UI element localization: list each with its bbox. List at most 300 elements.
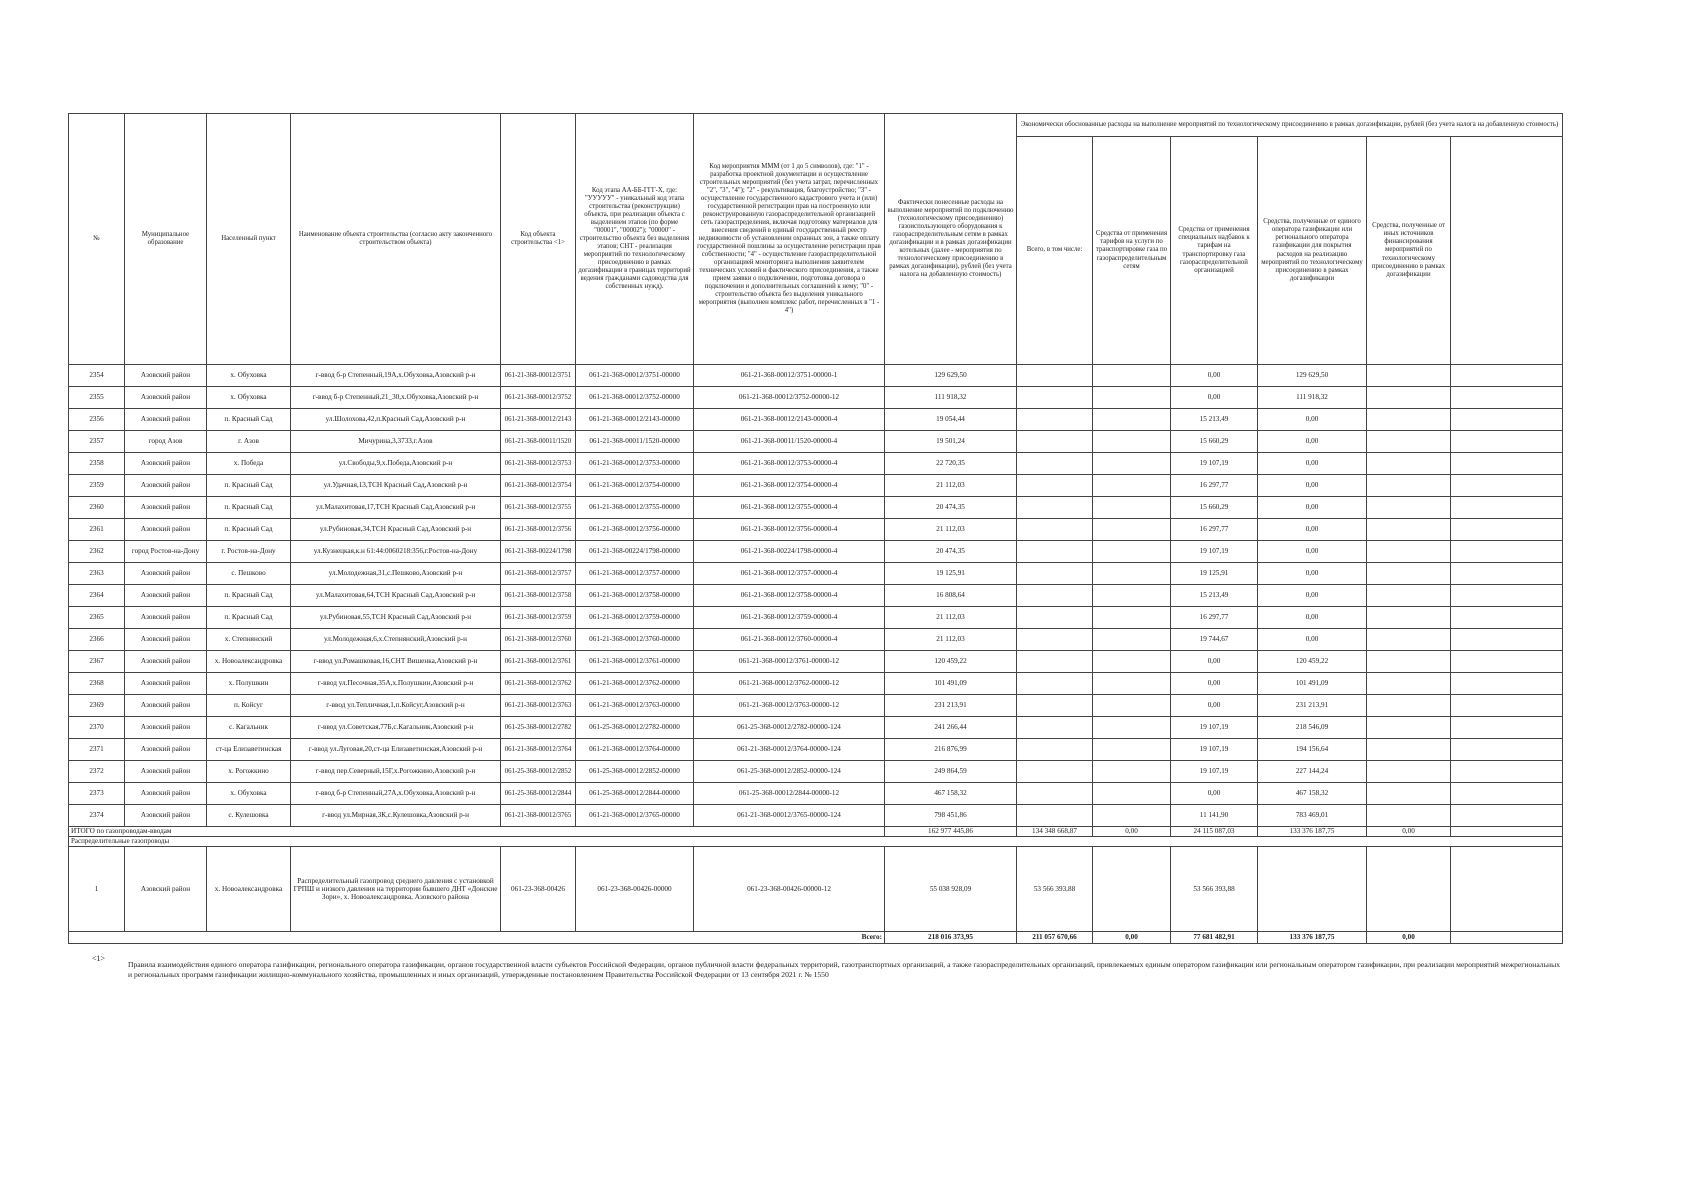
row-tariff [1093, 453, 1171, 475]
row-object-code: 061-21-368-00011/1520 [501, 431, 576, 453]
row-actual: 22 720,35 [885, 453, 1017, 475]
row-actual: 16 808,64 [885, 585, 1017, 607]
row-actual: 129 629,50 [885, 365, 1017, 387]
row-other [1367, 475, 1451, 497]
row-num: 2357 [69, 431, 125, 453]
row-other [1367, 651, 1451, 673]
row-object-name: г-ввод ул.Советская,77Б,с.Кагальник,Азовский р-н [291, 717, 501, 739]
row-object-name: ул.Малахитовая,64,ТСН Красный Сад,Азовский р-н [291, 585, 501, 607]
row-stage-code: 061-21-368-00012/3756-00000 [576, 519, 694, 541]
col-object-name-header: Наименование объекта строительства (согласно акту законченного строительством объекта) [291, 114, 501, 365]
row-markup: 0,00 [1171, 387, 1258, 409]
row-actual: 21 112,03 [885, 475, 1017, 497]
row-other [1367, 805, 1451, 827]
table-row [69, 739, 1563, 761]
row-settlement: п. Красный Сад [207, 497, 291, 519]
row-stage-code: 061-21-368-00012/3753-00000 [576, 453, 694, 475]
table-row [69, 629, 1563, 651]
row-actual: 231 213,91 [885, 695, 1017, 717]
grand-total-markup: 77 681 482,91 [1171, 932, 1258, 944]
row-tariff [1093, 563, 1171, 585]
row-object-code: 061-21-368-00012/3751 [501, 365, 576, 387]
total-inputs-other: 0,00 [1367, 827, 1451, 837]
row-total [1017, 783, 1093, 805]
row-total [1017, 607, 1093, 629]
col-event-code-header: Код мероприятия МММ (от 1 до 5 символов), где: "1" - разработка проектной документации и осуществление строительных мероприятий (без учета затрат, перечисленных "2", "3", "4"); "2" - рекультивация, благоустройство; "3" - осуществление государственного кадастрового учета и (или) государственной регистрации прав на построенную или реконструированную газораспределительной организацией сеть газораспределения, включая подготовку материалов для внесения сведений в единый государственный реестр недвижимости об установлении охранных зон, а также оплату государственной пошлины за осуществление регистрации прав собственности; "4" - осуществление газораспределительной организацией мониторинга выполнения заявителем технических условий и фактического присоединения, а также прием заявки о подключении, подготовка договора о подключении и дополнительных соглашений к нему; "0" - строительство объекта без выделения уникального мероприятия (выполнен комплекс работ, перечисленных в "1 - 4") [694, 114, 885, 365]
total-inputs-actual: 162 977 445,86 [885, 827, 1017, 837]
row-settlement: х. Полушкин [207, 673, 291, 695]
row-municipality: Азовский район [125, 387, 207, 409]
row-total [1017, 519, 1093, 541]
row-municipality: Азовский район [125, 695, 207, 717]
row-total [1017, 673, 1093, 695]
row-settlement: с. Пешково [207, 563, 291, 585]
row-markup: 15 660,29 [1171, 497, 1258, 519]
row-object-code: 061-21-368-00012/3764 [501, 739, 576, 761]
row-markup: 16 297,77 [1171, 607, 1258, 629]
footnote-text: Правила взаимодействия единого оператора газификации, регионального оператора газификации, органов государственной власти субъектов Российской Федерации, органов публичной власти федеральных территорий, газотранспортных организаций, а также газораспределительных организаций, привлекаемых единым оператором газификации или региональным оператором газификации, при реализации мероприятий межрегиональных и региональных программ газификации жилищно-коммунального хозяйства, промышленных и иных организаций, утвержденные постановлением Правительства Российской Федерации от 13 сентября 2021 г. № 1550 [128, 960, 1560, 979]
row-num: 2361 [69, 519, 125, 541]
row-markup: 0,00 [1171, 365, 1258, 387]
total-inputs-tariff: 0,00 [1093, 827, 1171, 837]
row-stage-code: 061-21-368-00012/2143-00000 [576, 409, 694, 431]
row-other [1367, 431, 1451, 453]
table-row [69, 519, 1563, 541]
distribution-num: 1 [69, 847, 125, 932]
table-row [69, 431, 1563, 453]
row-event-code: 061-25-368-00012/2844-00000-12 [694, 783, 885, 805]
row-markup: 19 744,67 [1171, 629, 1258, 651]
row-municipality: Азовский район [125, 805, 207, 827]
row-object-name: ул.Рубиновая,34,ТСН Красный Сад,Азовский р-н [291, 519, 501, 541]
table-row [69, 387, 1563, 409]
row-other [1367, 783, 1451, 805]
row-actual: 20 474,35 [885, 497, 1017, 519]
row-tariff [1093, 519, 1171, 541]
distribution-settlement: х. Новоалександровка [207, 847, 291, 932]
distribution-stage-code: 061-23-368-00426-00000 [576, 847, 694, 932]
row-settlement: с. Кагальник [207, 717, 291, 739]
row-operator: 0,00 [1258, 475, 1367, 497]
row-event-code: 061-21-368-00012/3756-00000-4 [694, 519, 885, 541]
row-total [1017, 695, 1093, 717]
row-object-code: 061-21-368-00012/3752 [501, 387, 576, 409]
row-total [1017, 651, 1093, 673]
row-object-name: ул.Удачная,13,ТСН Красный Сад,Азовский р-н [291, 475, 501, 497]
row-operator: 0,00 [1258, 629, 1367, 651]
econ-costs-group-header: Экономически обоснованные расходы на выполнение мероприятий по технологическому присоединению в рамках догазификации, рублей (без учета налога на добавленную стоимость) [1017, 114, 1563, 137]
distribution-event-code: 061-23-368-00426-00000-12 [694, 847, 885, 932]
row-settlement: п. Красный Сад [207, 475, 291, 497]
table-row [69, 695, 1563, 717]
row-municipality: Азовский район [125, 739, 207, 761]
row-other [1367, 563, 1451, 585]
row-other [1367, 409, 1451, 431]
row-object-name: ул.Малахитовая,17,ТСН Красный Сад,Азовский р-н [291, 497, 501, 519]
row-municipality: Азовский район [125, 607, 207, 629]
table-row [69, 585, 1563, 607]
row-municipality: Азовский район [125, 717, 207, 739]
footnote-mark: <1> [92, 954, 106, 963]
row-object-name: г-ввод б-р Степенный,19А,х.Обуховка,Азовский р-н [291, 365, 501, 387]
row-total [1017, 453, 1093, 475]
row-num: 2374 [69, 805, 125, 827]
row-markup: 15 660,29 [1171, 431, 1258, 453]
row-total [1017, 431, 1093, 453]
row-other [1367, 453, 1451, 475]
row-object-name: г-ввод б-р Степенный,27А,х.Обуховка,Азовский р-н [291, 783, 501, 805]
row-other [1367, 717, 1451, 739]
row-actual: 19 125,91 [885, 563, 1017, 585]
table-row [69, 673, 1563, 695]
row-settlement: п. Красный Сад [207, 409, 291, 431]
row-municipality: город Ростов-на-Дону [125, 541, 207, 563]
row-total [1017, 387, 1093, 409]
row-tariff [1093, 607, 1171, 629]
row-operator: 120 459,22 [1258, 651, 1367, 673]
row-settlement: п. Койсуг [207, 695, 291, 717]
row-actual: 111 918,32 [885, 387, 1017, 409]
row-other [1367, 585, 1451, 607]
row-object-name: ул.Рубиновая,55,ТСН Красный Сад,Азовский р-н [291, 607, 501, 629]
row-stage-code: 061-21-368-00012/3763-00000 [576, 695, 694, 717]
row-object-code: 061-21-368-00012/3760 [501, 629, 576, 651]
row-other [1367, 761, 1451, 783]
grand-total-row [69, 932, 1563, 944]
row-municipality: Азовский район [125, 409, 207, 431]
row-total [1017, 585, 1093, 607]
table-row [69, 453, 1563, 475]
row-stage-code: 061-21-368-00012/3765-00000 [576, 805, 694, 827]
total-inputs-label: ИТОГО по газопроводам-вводам [69, 827, 885, 837]
row-event-code: 061-21-368-00012/3762-00000-12 [694, 673, 885, 695]
row-operator: 0,00 [1258, 563, 1367, 585]
row-event-code: 061-21-368-00012/3755-00000-4 [694, 497, 885, 519]
row-actual: 21 112,03 [885, 607, 1017, 629]
row-markup: 15 213,49 [1171, 585, 1258, 607]
row-num: 2354 [69, 365, 125, 387]
row-tariff [1093, 783, 1171, 805]
distribution-operator [1258, 847, 1367, 932]
col-object-code-header: Код объекта строительства <1> [501, 114, 576, 365]
row-settlement: х. Степнянский [207, 629, 291, 651]
row-settlement: г. Азов [207, 431, 291, 453]
row-event-code: 061-21-368-00012/3753-00000-4 [694, 453, 885, 475]
distribution-actual: 55 038 928,09 [885, 847, 1017, 932]
distribution-object-code: 061-23-368-00426 [501, 847, 576, 932]
row-tariff [1093, 409, 1171, 431]
row-markup: 0,00 [1171, 695, 1258, 717]
row-municipality: Азовский район [125, 651, 207, 673]
row-markup: 0,00 [1171, 673, 1258, 695]
row-operator: 218 546,09 [1258, 717, 1367, 739]
row-event-code: 061-21-368-00012/3761-00000-12 [694, 651, 885, 673]
row-stage-code: 061-21-368-00012/3764-00000 [576, 739, 694, 761]
row-municipality: город Азов [125, 431, 207, 453]
row-operator: 0,00 [1258, 409, 1367, 431]
table-row [69, 607, 1563, 629]
col-actual-costs-header: Фактически понесенные расходы на выполнение мероприятий по подключению (технологическому присоединению) газоиспользующего оборудования к газораспределительным сетям в рамках догазификации и в рамках догазификации котельных (далее - мероприятия по технологическому присоединению в рамках догазификации), рублей (без учета налога на добавленную стоимость) [885, 114, 1017, 365]
row-settlement: х. Обуховка [207, 783, 291, 805]
row-operator: 0,00 [1258, 607, 1367, 629]
row-actual: 216 876,99 [885, 739, 1017, 761]
row-other [1367, 607, 1451, 629]
row-tariff [1093, 387, 1171, 409]
distribution-other [1367, 847, 1451, 932]
row-settlement: с. Кулешовка [207, 805, 291, 827]
row-tariff [1093, 717, 1171, 739]
row-actual: 21 112,03 [885, 629, 1017, 651]
row-operator: 227 144,24 [1258, 761, 1367, 783]
table-header [69, 114, 1563, 365]
row-municipality: Азовский район [125, 783, 207, 805]
row-object-code: 061-21-368-00012/3757 [501, 563, 576, 585]
row-municipality: Азовский район [125, 673, 207, 695]
row-num: 2362 [69, 541, 125, 563]
row-settlement: п. Красный Сад [207, 607, 291, 629]
row-total [1017, 409, 1093, 431]
row-stage-code: 061-21-368-00012/3758-00000 [576, 585, 694, 607]
row-object-code: 061-21-368-00012/3756 [501, 519, 576, 541]
row-tariff [1093, 805, 1171, 827]
row-tariff [1093, 475, 1171, 497]
row-municipality: Азовский район [125, 497, 207, 519]
row-markup: 19 107,19 [1171, 739, 1258, 761]
row-event-code: 061-21-368-00012/3763-00000-12 [694, 695, 885, 717]
row-object-name: Мичурина,3,3733,г.Азов [291, 431, 501, 453]
row-num: 2358 [69, 453, 125, 475]
row-actual: 21 112,03 [885, 519, 1017, 541]
distribution-municipality: Азовский район [125, 847, 207, 932]
row-tariff [1093, 651, 1171, 673]
table-row [69, 497, 1563, 519]
row-object-code: 061-21-368-00012/3761 [501, 651, 576, 673]
table-row [69, 651, 1563, 673]
row-municipality: Азовский район [125, 761, 207, 783]
row-operator: 783 469,01 [1258, 805, 1367, 827]
row-operator: 467 158,32 [1258, 783, 1367, 805]
row-actual: 19 054,44 [885, 409, 1017, 431]
grand-total-operator: 133 376 187,75 [1258, 932, 1367, 944]
row-actual: 120 459,22 [885, 651, 1017, 673]
row-num: 2368 [69, 673, 125, 695]
row-object-name: г-ввод пер.Северный,15Г,х.Рогожкино,Азовский р-н [291, 761, 501, 783]
row-actual: 101 491,09 [885, 673, 1017, 695]
row-total [1017, 563, 1093, 585]
row-markup: 19 107,19 [1171, 541, 1258, 563]
grand-total-label: Всего: [69, 932, 885, 944]
total-inputs-total: 134 348 668,87 [1017, 827, 1093, 837]
col-settlement-header: Населенный пункт [207, 114, 291, 365]
distribution-row [69, 847, 1563, 932]
row-num: 2371 [69, 739, 125, 761]
row-total [1017, 497, 1093, 519]
table-row [69, 409, 1563, 431]
distribution-total: 53 566 393,88 [1017, 847, 1093, 932]
row-object-code: 061-25-368-00012/2844 [501, 783, 576, 805]
row-stage-code: 061-21-368-00012/3751-00000 [576, 365, 694, 387]
row-actual: 20 474,35 [885, 541, 1017, 563]
row-object-name: ул.Шолохова,42,п.Красный Сад,Азовский р-н [291, 409, 501, 431]
row-settlement: п. Красный Сад [207, 519, 291, 541]
row-municipality: Азовский район [125, 365, 207, 387]
row-other [1367, 365, 1451, 387]
row-object-code: 061-21-368-00012/3763 [501, 695, 576, 717]
row-tariff [1093, 365, 1171, 387]
row-tariff [1093, 629, 1171, 651]
col-municipality-header: Муниципальное образование [125, 114, 207, 365]
grand-total-total: 211 057 670,66 [1017, 932, 1093, 944]
row-markup: 11 141,90 [1171, 805, 1258, 827]
row-tariff [1093, 585, 1171, 607]
row-num: 2372 [69, 761, 125, 783]
row-settlement: х. Победа [207, 453, 291, 475]
grand-total-other: 0,00 [1367, 932, 1451, 944]
row-operator: 129 629,50 [1258, 365, 1367, 387]
row-settlement: х. Новоалександровка [207, 651, 291, 673]
row-actual: 467 158,32 [885, 783, 1017, 805]
row-total [1017, 805, 1093, 827]
row-stage-code: 061-21-368-00012/3757-00000 [576, 563, 694, 585]
row-stage-code: 061-25-368-00012/2852-00000 [576, 761, 694, 783]
row-actual: 798 451,86 [885, 805, 1017, 827]
row-object-name: г-ввод б-р Степенный,21_30,х.Обуховка,Азовский р-н [291, 387, 501, 409]
row-object-name: ул.Кузнецкая,к.н 61:44:0060218:356,г.Ростов-на-Дону [291, 541, 501, 563]
row-settlement: ст-ца Елизаветинская [207, 739, 291, 761]
row-other [1367, 541, 1451, 563]
row-stage-code: 061-21-368-00012/3761-00000 [576, 651, 694, 673]
col-num-header: № [69, 114, 125, 365]
row-markup: 15 213,49 [1171, 409, 1258, 431]
row-total [1017, 761, 1093, 783]
row-operator: 111 918,32 [1258, 387, 1367, 409]
row-num: 2355 [69, 387, 125, 409]
row-markup: 19 107,19 [1171, 453, 1258, 475]
row-markup: 0,00 [1171, 783, 1258, 805]
row-num: 2364 [69, 585, 125, 607]
row-num: 2356 [69, 409, 125, 431]
row-event-code: 061-21-368-00012/3751-00000-1 [694, 365, 885, 387]
row-markup: 16 297,77 [1171, 475, 1258, 497]
row-other [1367, 629, 1451, 651]
row-markup: 19 107,19 [1171, 761, 1258, 783]
row-tariff [1093, 761, 1171, 783]
row-stage-code: 061-21-368-00011/1520-00000 [576, 431, 694, 453]
row-num: 2366 [69, 629, 125, 651]
table-body [69, 365, 1563, 827]
row-num: 2367 [69, 651, 125, 673]
row-event-code: 061-21-368-00224/1798-00000-4 [694, 541, 885, 563]
total-inputs-markup: 24 115 087,03 [1171, 827, 1258, 837]
row-other [1367, 673, 1451, 695]
row-markup: 0,00 [1171, 651, 1258, 673]
row-object-name: г-ввод ул.Мирная,3К,с.Кулешовка,Азовский р-н [291, 805, 501, 827]
row-event-code: 061-25-368-00012/2852-00000-124 [694, 761, 885, 783]
row-total [1017, 629, 1093, 651]
row-markup: 16 297,77 [1171, 519, 1258, 541]
col-tariff-header: Средства от применения тарифов на услуги по транспортировке газа по газораспределительным сетям [1093, 137, 1171, 365]
row-operator: 101 491,09 [1258, 673, 1367, 695]
row-event-code: 061-21-368-00012/3752-00000-12 [694, 387, 885, 409]
row-event-code: 061-21-368-00012/3765-00000-124 [694, 805, 885, 827]
row-object-code: 061-21-368-00012/3753 [501, 453, 576, 475]
col-operator-header: Средства, полученные от единого оператора газификации или регионального оператора газификации для покрытия расходов на реализацию мероприятий по технологическому присоединению в рамках догазификации [1258, 137, 1367, 365]
distribution-section-row [69, 837, 1563, 847]
row-object-code: 061-21-368-00224/1798 [501, 541, 576, 563]
row-municipality: Азовский район [125, 629, 207, 651]
row-operator: 0,00 [1258, 541, 1367, 563]
row-stage-code: 061-21-368-00012/3760-00000 [576, 629, 694, 651]
row-object-name: ул.Молодежная,6,х.Степнянский,Азовский р-н [291, 629, 501, 651]
row-tariff [1093, 541, 1171, 563]
row-num: 2360 [69, 497, 125, 519]
table-row [69, 475, 1563, 497]
row-total [1017, 365, 1093, 387]
row-stage-code: 061-21-368-00224/1798-00000 [576, 541, 694, 563]
row-markup: 19 125,91 [1171, 563, 1258, 585]
row-stage-code: 061-21-368-00012/3759-00000 [576, 607, 694, 629]
row-other [1367, 519, 1451, 541]
row-settlement: х. Рогожкино [207, 761, 291, 783]
row-municipality: Азовский район [125, 585, 207, 607]
row-actual: 19 501,24 [885, 431, 1017, 453]
row-other [1367, 739, 1451, 761]
row-event-code: 061-25-368-00012/2782-00000-124 [694, 717, 885, 739]
row-object-code: 061-21-368-00012/3762 [501, 673, 576, 695]
table-row [69, 783, 1563, 805]
row-object-name: г-ввод ул.Ромашковая,16,СНТ Вишенка,Азовский р-н [291, 651, 501, 673]
row-event-code: 061-21-368-00012/3754-00000-4 [694, 475, 885, 497]
row-settlement: г. Ростов-на-Дону [207, 541, 291, 563]
row-operator: 0,00 [1258, 519, 1367, 541]
row-event-code: 061-21-368-00012/3764-00000-124 [694, 739, 885, 761]
row-settlement: х. Обуховка [207, 365, 291, 387]
row-object-code: 061-21-368-00012/3755 [501, 497, 576, 519]
row-object-name: г-ввод ул.Песочная,35А,х.Полушкин,Азовский р-н [291, 673, 501, 695]
col-stage-code-header: Код этапа АА-ББ-ГГГ-Х, где: "УУУУУ" - уникальный код этапа строительства (реконструкции) объекта, при реализации объекта с выделением этапов (по форме "00001", "00002"); "00000" - строительство объекта без выделения этапов; СНТ - реализация мероприятий по технологическому присоединению в рамках догазификации в границах территорий ведения гражданами садоводства для собственных нужд). [576, 114, 694, 365]
col-total-header: Всего, в том числе: [1017, 137, 1093, 365]
row-event-code: 061-21-368-00011/1520-00000-4 [694, 431, 885, 453]
table-row [69, 365, 1563, 387]
row-object-code: 061-21-368-00012/3754 [501, 475, 576, 497]
row-operator: 194 156,64 [1258, 739, 1367, 761]
row-object-name: ул.Молодежная,31,с.Пешково,Азовский р-н [291, 563, 501, 585]
distribution-section-label: Распределительные газопроводы [69, 837, 1563, 847]
row-actual: 241 266,44 [885, 717, 1017, 739]
row-settlement: х. Обуховка [207, 387, 291, 409]
row-num: 2373 [69, 783, 125, 805]
table-row [69, 563, 1563, 585]
distribution-markup: 53 566 393,88 [1171, 847, 1258, 932]
row-other [1367, 695, 1451, 717]
row-stage-code: 061-21-368-00012/3754-00000 [576, 475, 694, 497]
row-object-code: 061-25-368-00012/2852 [501, 761, 576, 783]
distribution-object-name: Распределительный газопровод среднего давления с установкой ГРПШ и низкого давления на территории бывшего ДНТ «Донские Зори», х. Новоалександровка, Азовского района [291, 847, 501, 932]
row-object-name: г-ввод ул.Луговая,20,ст-ца Елизаветинская,Азовский р-н [291, 739, 501, 761]
row-object-code: 061-21-368-00012/3765 [501, 805, 576, 827]
row-num: 2369 [69, 695, 125, 717]
row-markup: 19 107,19 [1171, 717, 1258, 739]
row-operator: 0,00 [1258, 431, 1367, 453]
row-municipality: Азовский район [125, 563, 207, 585]
row-stage-code: 061-25-368-00012/2782-00000 [576, 717, 694, 739]
row-object-name: г-ввод ул.Тепличная,1,п.Койсуг,Азовский р-н [291, 695, 501, 717]
row-operator: 231 213,91 [1258, 695, 1367, 717]
row-stage-code: 061-21-368-00012/3755-00000 [576, 497, 694, 519]
row-operator: 0,00 [1258, 453, 1367, 475]
row-object-code: 061-21-368-00012/2143 [501, 409, 576, 431]
row-operator: 0,00 [1258, 585, 1367, 607]
